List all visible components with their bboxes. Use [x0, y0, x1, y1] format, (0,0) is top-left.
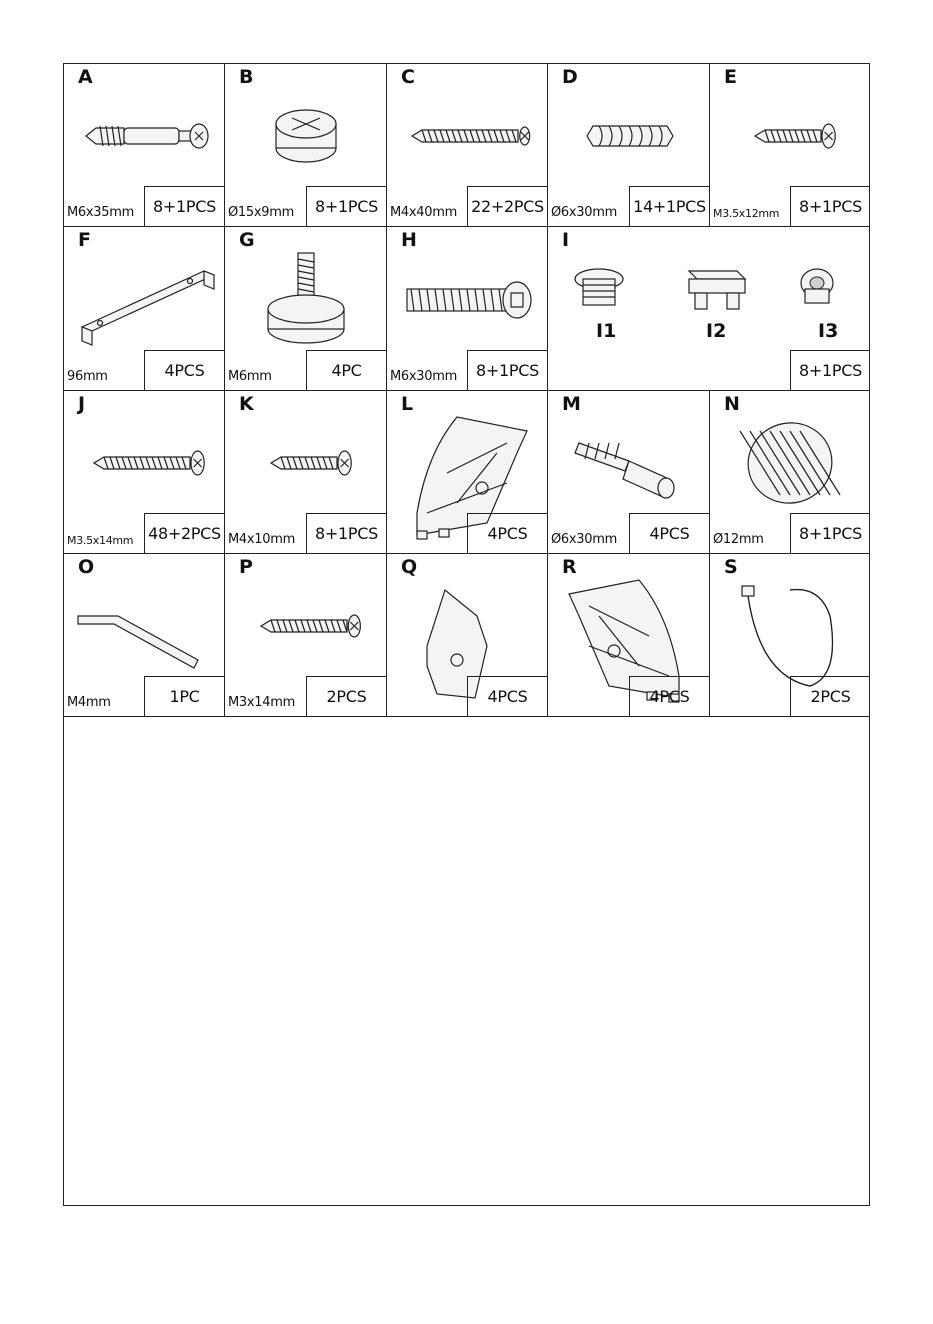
part-size: M3x14mm [228, 695, 295, 710]
sub-label-i3: I3 [818, 320, 839, 342]
part-quantity: 1PC [144, 676, 224, 716]
part-cell-n [710, 391, 870, 554]
parts-grid [64, 64, 869, 716]
part-quantity: 2PCS [306, 676, 386, 716]
part-cell-c [387, 64, 548, 227]
part-quantity: 8+1PCS [790, 513, 870, 553]
part-quantity: 4PCS [467, 513, 547, 553]
part-cell-f [64, 227, 225, 391]
part-letter: P [239, 556, 253, 578]
part-quantity: 8+1PCS [306, 186, 386, 226]
allen-key-icon [64, 576, 224, 676]
part-cell-h [387, 227, 548, 391]
sub-label-i2: I2 [706, 320, 727, 342]
part-letter: H [401, 229, 417, 251]
part-size: M6x30mm [390, 369, 457, 384]
part-letter: J [78, 393, 86, 415]
part-quantity: 48+2PCS [144, 513, 224, 553]
part-size: Ø6x30mm [551, 205, 617, 220]
part-size: M4x10mm [228, 532, 295, 547]
part-cell-e [710, 64, 870, 227]
part-cell-m [548, 391, 710, 554]
part-cell-b [225, 64, 387, 227]
cam-lock-nut-icon [225, 86, 386, 186]
part-cell-o [64, 554, 225, 717]
part-cell-a [64, 64, 225, 227]
part-letter: D [562, 66, 578, 88]
part-cell-l [387, 391, 548, 554]
part-cell-q [387, 554, 548, 717]
part-letter: C [401, 66, 415, 88]
part-cell-r [548, 554, 710, 717]
part-size: Ø6x30mm [551, 532, 617, 547]
part-quantity: 4PCS [467, 676, 547, 716]
hex-bolt-icon [387, 249, 547, 349]
part-quantity: 4PC [306, 350, 386, 390]
wood-screw-icon [64, 413, 224, 513]
part-size: M4x40mm [390, 205, 457, 220]
part-quantity: 8+1PCS [144, 186, 224, 226]
part-size: M3.5x12mm [713, 207, 780, 220]
part-size: Ø15x9mm [228, 205, 294, 220]
part-size: M6x35mm [67, 205, 134, 220]
part-cell-g [225, 227, 387, 391]
cable-tie-icon [710, 576, 870, 676]
adjustable-foot-icon [225, 249, 386, 349]
part-letter: Q [401, 556, 418, 578]
part-cell-j [64, 391, 225, 554]
long-wood-screw-icon [387, 86, 547, 186]
part-cell-d [548, 64, 710, 227]
part-letter: G [239, 229, 255, 251]
part-size: M6mm [228, 369, 272, 384]
cover-cap-icon [710, 413, 870, 513]
part-cell-s [710, 554, 870, 717]
part-size: Ø12mm [713, 532, 764, 547]
part-size: 96mm [67, 369, 108, 384]
part-quantity: 4PCS [144, 350, 224, 390]
part-letter: M [562, 393, 581, 415]
part-quantity: 8+1PCS [467, 350, 547, 390]
part-letter: A [78, 66, 93, 88]
part-quantity: 8+1PCS [790, 350, 870, 390]
part-letter: N [724, 393, 740, 415]
part-letter: O [78, 556, 95, 578]
part-letter: B [239, 66, 254, 88]
part-quantity: 2PCS [790, 676, 870, 716]
triangle-plate-icon [387, 576, 547, 676]
part-cell-k [225, 391, 387, 554]
part-size: M4mm [67, 695, 111, 710]
part-quantity: 22+2PCS [467, 186, 547, 226]
part-letter: F [78, 229, 91, 251]
small-wood-screw-icon [225, 576, 386, 676]
wooden-dowel-icon [548, 86, 709, 186]
part-letter: R [562, 556, 577, 578]
part-letter: E [724, 66, 737, 88]
hardware-sheet [63, 63, 870, 1206]
short-screw-icon [710, 86, 870, 186]
part-letter: I [562, 229, 570, 251]
part-letter: K [239, 393, 254, 415]
part-quantity: 14+1PCS [629, 186, 709, 226]
metal-bracket-icon [64, 249, 224, 349]
hinge-plate-left-icon [387, 413, 547, 513]
wall-plug-icon [548, 413, 709, 513]
part-quantity: 4PCS [629, 513, 709, 553]
part-letter: L [401, 393, 414, 415]
part-size: M3.5x14mm [67, 534, 134, 547]
part-quantity: 4PCS [629, 676, 709, 716]
hinge-plate-right-icon [548, 576, 709, 676]
part-letter: S [724, 556, 738, 578]
part-quantity: 8+1PCS [306, 513, 386, 553]
part-cell-p [225, 554, 387, 717]
pan-head-screw-icon [225, 413, 386, 513]
cam-dowel-bolt-icon [64, 86, 224, 186]
sub-label-i1: I1 [596, 320, 617, 342]
part-cell-i [548, 227, 870, 391]
part-quantity: 8+1PCS [790, 186, 870, 226]
